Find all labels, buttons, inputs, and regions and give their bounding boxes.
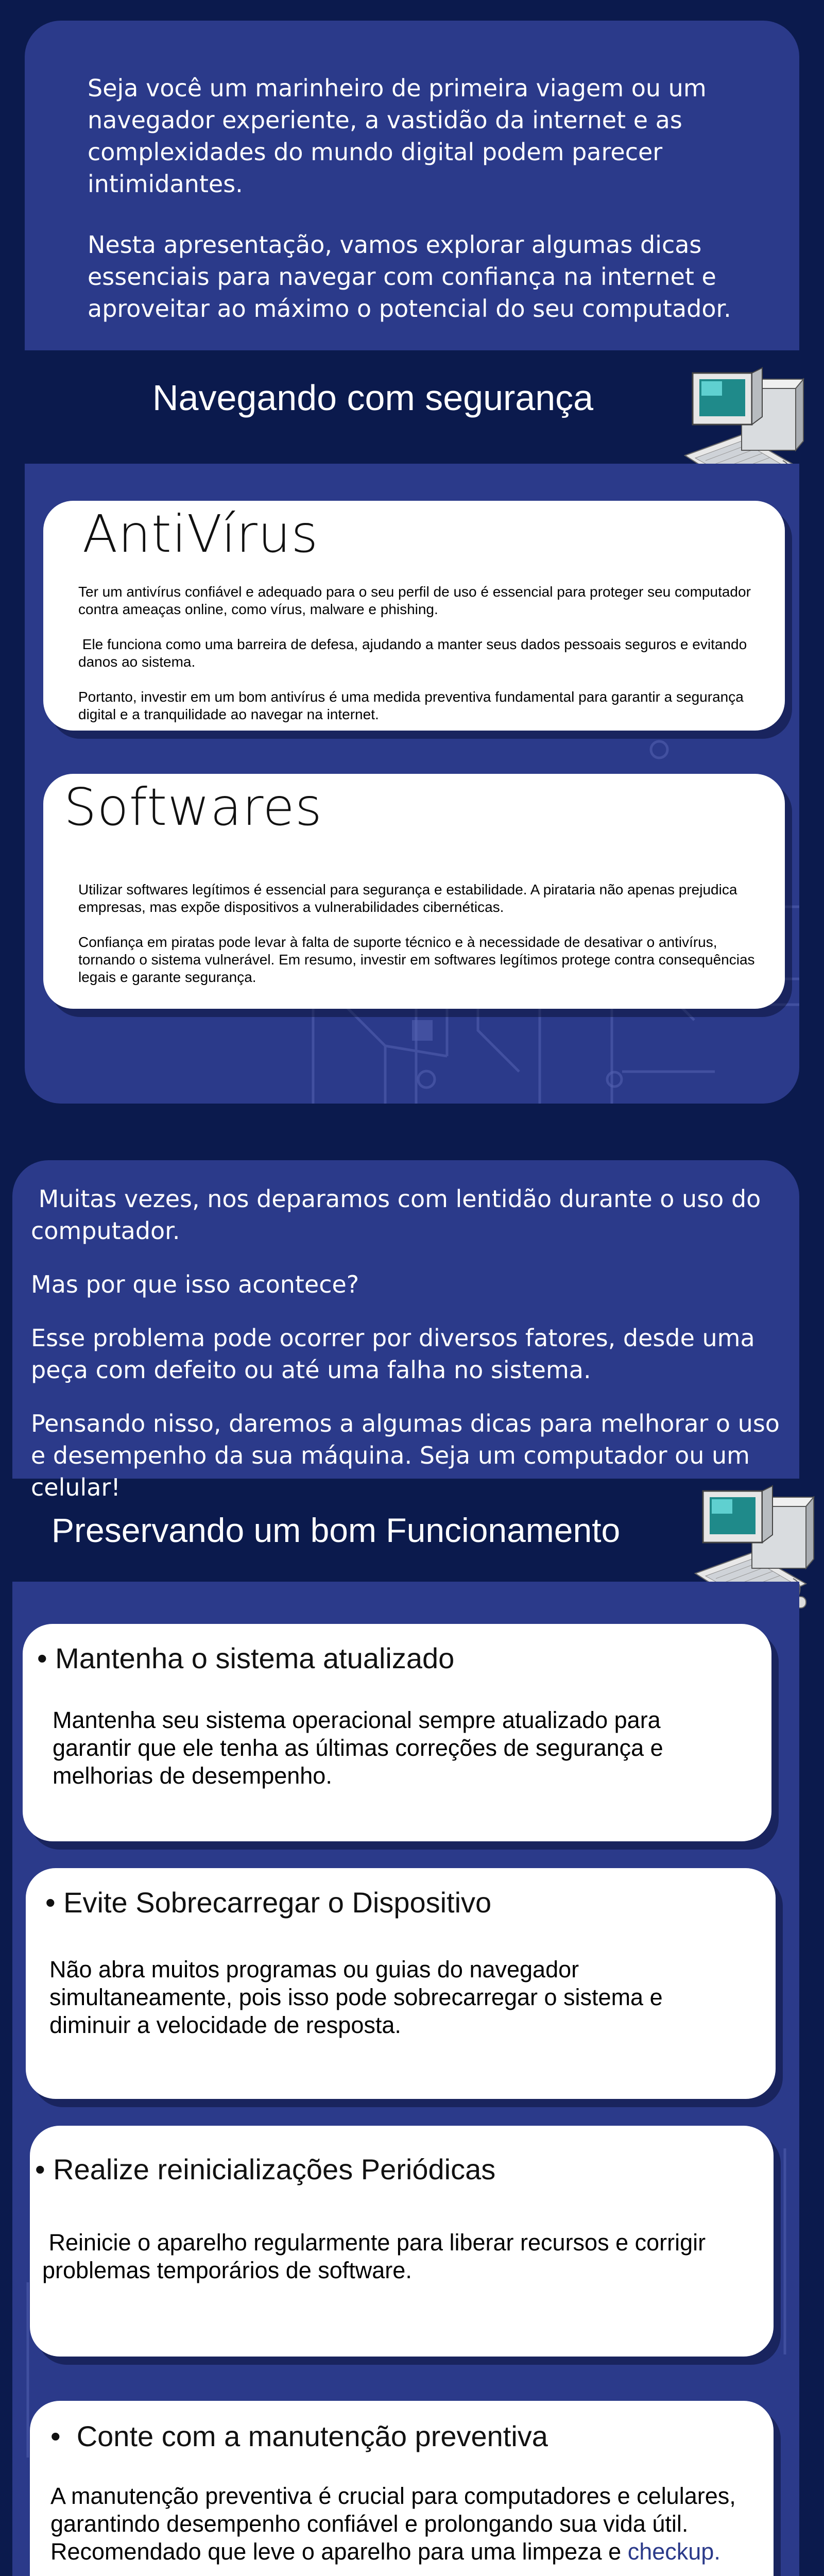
softwares-heading: Softwares <box>64 777 322 837</box>
antivirus-heading: AntiVírus <box>82 504 319 564</box>
antivirus-paragraph-3: Portanto, investir em um bom antivírus é uma medida preventiva fundamental para garantir a segurança digital e a tranquilidade ao navegar na internet. <box>78 689 748 722</box>
antivirus-paragraph-1: Ter um antivírus confiável e adequado para o seu perfil de uso é essencial para proteger seu computador contra ameaças online, como vírus, malware e phishing. <box>78 584 755 617</box>
tip-heading: • Conte com a manutenção preventiva <box>50 2420 548 2452</box>
tip-text: Reinicie o aparelho regularmente para liberar recursos e corrigir problemas temporários de software. <box>42 2229 712 2283</box>
softwares-paragraph-2: Confiança em piratas pode levar à falta de suporte técnico e à necessidade de desativar o antivírus, tornando o sistema vulnerável. Em resumo, investir em softwares legítimos protege contra consequências legais e garante segurança. <box>78 934 759 985</box>
tip-text <box>50 2482 761 2566</box>
maintenance-section-title: Preservando um bom Funcionamento <box>52 1511 621 1549</box>
tip-card <box>30 2126 774 2357</box>
slowness-paragraph-2: Mas por que isso acontece? <box>31 1270 359 1298</box>
antivirus-card <box>43 501 785 731</box>
slowness-paragraph-4: Pensando nisso, daremos a algumas dicas para melhorar o uso e desempenho da sua máquina. Seja um computador ou um celular! <box>31 1410 787 1501</box>
tip-card <box>23 1624 771 1841</box>
tip-heading: • Mantenha o sistema atualizado <box>37 1642 455 1674</box>
tip-heading: • Evite Sobrecarregar o Dispositivo <box>45 1886 492 1919</box>
intro-paragraph-1: Seja você um marinheiro de primeira viagem ou um navegador experiente, a vastidão da internet e as complexidades do mundo digital podem parecer intimidantes. <box>88 74 714 198</box>
antivirus-paragraph-2: Ele funciona como uma barreira de defesa, ajudando a manter seus dados pessoais seguros e evitando danos ao sistema. <box>78 636 751 670</box>
intro-panel <box>25 21 799 350</box>
softwares-paragraph-1: Utilizar softwares legítimos é essencial para segurança e estabilidade. A pirataria não apenas prejudica empresas, mas expõe dispositivos a vulnerabilidades cibernéticas. <box>78 882 742 915</box>
slowness-paragraph-3: Esse problema pode ocorrer por diversos fatores, desde uma peça com defeito ou até uma falha no sistema. <box>31 1324 763 1384</box>
checkup-link[interactable]: checkup. <box>627 2538 720 2565</box>
maintenance-panel <box>12 1582 799 2576</box>
tip-card <box>30 2401 774 2576</box>
slowness-paragraph-1: Muitas vezes, nos deparamos com lentidão durante o uso do computador. <box>31 1185 768 1245</box>
softwares-card <box>43 774 785 1009</box>
tip-text-body: A manutenção preventiva é crucial para computadores e celulares, garantindo desempenho confiável e prolongando sua vida útil. Recomendado que leve o aparelho para uma limpeza e <box>50 2483 743 2565</box>
intro-paragraph-2: Nesta apresentação, vamos explorar algumas dicas essenciais para navegar com confiança na internet e aproveitar ao máximo o potencial do seu computador. <box>88 231 731 323</box>
tip-text: Mantenha seu sistema operacional sempre atualizado para garantir que ele tenha as últimas correções de segurança e melhorias de desempenho. <box>53 1707 670 1789</box>
tip-card <box>26 1868 776 2099</box>
slowness-panel <box>12 1160 799 1501</box>
security-section-title: Navegando com segurança <box>152 378 594 418</box>
tip-text: Não abra muitos programas ou guias do navegador simultaneamente, pois isso pode sobrecarregar o sistema e diminuir a velocidade de resposta. <box>49 1956 670 2038</box>
security-panel <box>25 464 799 1104</box>
tip-heading: • Realize reinicializações Periódicas <box>35 2153 496 2185</box>
